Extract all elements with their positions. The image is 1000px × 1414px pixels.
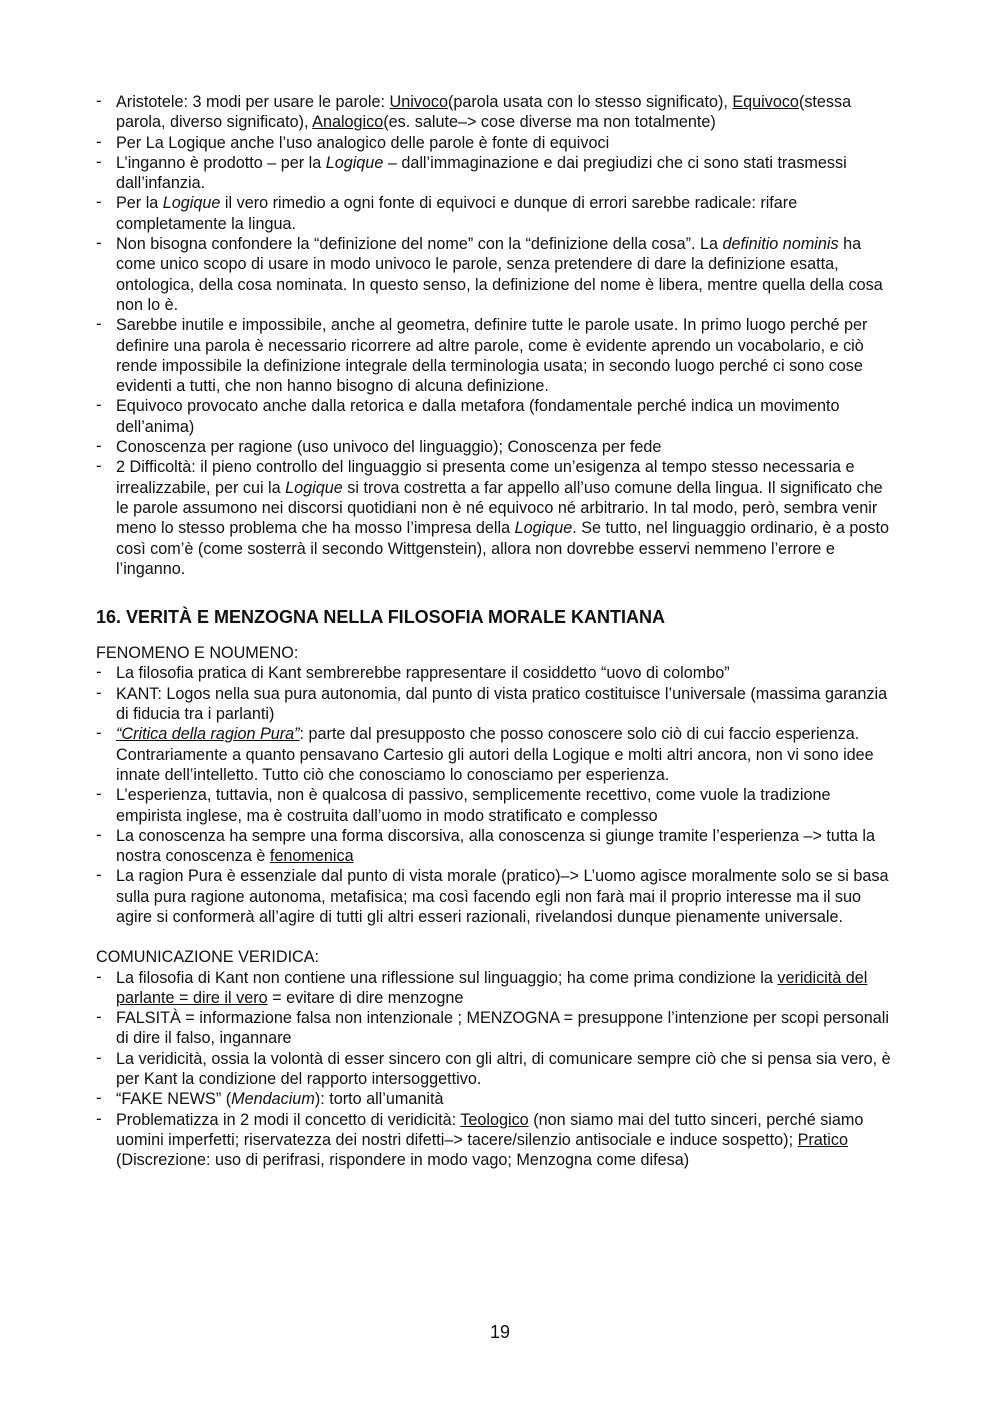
list-item xyxy=(96,193,896,234)
item-text: FALSITÀ = informazione falsa non intenzionale ; MENZOGNA = presuppone l’intenzione per scopi personali di dire il falso, ingannare xyxy=(116,1009,889,1048)
item-text: . Se tutto, nel linguaggio ordinario, è a posto così com’è (come sosterrà il secondo Wittgenstein), allora non dovrebbe esservi nemmeno l’errore e l’inganno. xyxy=(116,519,889,578)
item-text: (non siamo mai del tutto sinceri, perché siamo uomini imperfetti; riservatezza dei nostri difetti–> tacere/silenzio antisociale e induce sospetto); xyxy=(116,1110,864,1149)
list-item xyxy=(96,866,896,927)
subsection-title: COMUNICAZIONE VERIDICA: xyxy=(96,948,320,967)
list-item xyxy=(96,663,896,683)
list-item xyxy=(96,92,896,133)
item-text: 2 Difficoltà: il pieno controllo del linguaggio si presenta come un’esigenza al tempo stesso necessaria e irrealizzabile, per cui la xyxy=(116,458,855,497)
page-number: 19 xyxy=(489,1322,511,1342)
item-text: L’esperienza, tuttavia, non è qualcosa di passivo, semplicemente recettivo, come vuole la tradizione empirista inglese, ma è costruita dall’uomo in modo stratificato e complesso xyxy=(116,786,831,825)
italic-term: Logique xyxy=(325,153,384,172)
list-item xyxy=(96,1089,896,1109)
item-text: = evitare di dire menzogne xyxy=(267,988,464,1007)
item-text: (stessa parola, diverso significato), xyxy=(116,93,852,132)
item-text: – dall’immaginazione e dai pregiudizi che ci sono stati trasmessi dall’infanzia. xyxy=(116,153,847,193)
item-text: (es. salute–> cose diverse ma non totalmente) xyxy=(383,113,716,132)
underlined-term: Analogico xyxy=(312,113,384,132)
bullet-list-fenomeno xyxy=(96,663,896,927)
item-text: L’inganno è prodotto – per la xyxy=(116,153,326,172)
list-item xyxy=(96,785,896,826)
italic-underlined-title: “Critica della ragion Pura” xyxy=(116,725,300,744)
underlined-term: fenomenica xyxy=(269,847,354,866)
underlined-term: Equivoco xyxy=(732,93,799,111)
item-text: Sarebbe inutile e impossibile, anche al geometra, definire tutte le parole usate. In primo luogo perché per definire una parola è necessario ricorrere ad altre parole, come è evidente aprendo un vocabolario, e ciò rende impossibile la definizione integrale della terminologia usata; in secondo luogo perché ci sono cose evidenti a tutti, che non hanno bisogno di alcuna definizione. xyxy=(116,316,868,396)
underlined-term: Teologico xyxy=(460,1110,529,1129)
list-item xyxy=(96,457,896,579)
document-page xyxy=(96,92,896,1171)
item-text: KANT: Logos nella sua pura autonomia, dal punto di vista pratico costituisce l’universale (massima garanzia di fiducia tra i parlanti) xyxy=(116,684,888,724)
item-text: si trova costretta a far appello all’uso comune della lingua. Il significato che le parole assumono nei discorsi quotidiani non è né equivoco né arbitrario. In tal modo, però, sembra venir meno lo stesso problema che ha mosso l’impresa della xyxy=(116,478,883,538)
list-item xyxy=(96,1049,896,1090)
item-text: : parte dal presupposto che posso conoscere solo ciò di cui faccio esperienza. Contrariamente a quanto pensavano Cartesio gli autori della Logique e molti altri ancora, non vi sono idee innate dell’intelletto. Tutto ciò che conosciamo lo conosciamo per esperienza. xyxy=(116,725,874,784)
item-text: La ragion Pura è essenziale dal punto di vista morale (pratico)–> L’uomo agisce moralmente solo se si basa sulla pura ragione autonoma, metafisica; ma così facendo egli non farà mai il proprio interesse ma il suo agire si conformerà all’agire di tutti gli altri esseri razionali, rivelandosi dunque pienamente universale. xyxy=(116,867,889,926)
item-text: Non bisogna confondere la “definizione del nome” con la “definizione della cosa”. La xyxy=(116,235,723,254)
underlined-term: Pratico xyxy=(797,1130,848,1149)
list-item xyxy=(96,234,896,315)
bullet-list-comunicazione xyxy=(96,968,896,1171)
subsection-title: FENOMENO E NOUMENO: xyxy=(96,644,299,663)
item-text: Problematizza in 2 modi il concetto di veridicità: xyxy=(116,1110,461,1129)
list-item xyxy=(96,315,896,396)
list-item xyxy=(96,133,896,153)
italic-term: Mendacium xyxy=(231,1090,315,1109)
italic-term: Logique xyxy=(162,194,221,213)
item-text: Conoscenza per ragione (uso univoco del linguaggio); Conoscenza per fede xyxy=(116,438,662,457)
list-item xyxy=(96,1110,896,1171)
list-item xyxy=(96,437,896,457)
item-text: Aristotele: 3 modi per usare le parole: xyxy=(116,93,390,111)
item-text: ha come unico scopo di usare in modo univoco le parole, senza pretendere di dare la definizione esatta, ontologica, della cosa nominata. In questo senso, la definizione del nome è libera, mentre quella della cosa non lo è. xyxy=(116,235,883,314)
item-text: Per la xyxy=(116,194,163,213)
italic-term: definitio nominis xyxy=(722,235,839,254)
bullet-list-logique xyxy=(96,92,896,579)
underlined-term: Univoco xyxy=(389,93,449,111)
item-text: La filosofia di Kant non contiene una riflessione sul linguaggio; ha come prima condizione la xyxy=(116,968,778,987)
item-text: La filosofia pratica di Kant sembrerebbe rappresentare il cosiddetto “uovo di colombo” xyxy=(116,664,730,683)
item-text: Equivoco provocato anche dalla retorica e dalla metafora (fondamentale perché indica un movimento dell’anima) xyxy=(116,397,840,436)
list-item xyxy=(96,153,896,194)
item-text: La conoscenza ha sempre una forma discorsiva, alla conoscenza si giunge tramite l’esperienza –> tutta la nostra conoscenza è xyxy=(116,826,875,866)
list-item xyxy=(96,826,896,867)
item-text: (parola usata con lo stesso significato), xyxy=(448,93,733,111)
item-text: ): torto all’umanità xyxy=(314,1090,444,1109)
item-text: La veridicità, ossia la volontà di esser sincero con gli altri, di comunicare sempre ciò che si pensa sia vero, è per Kant la condizione del rapporto intersoggettivo. xyxy=(116,1049,891,1089)
item-text: Per La Logique anche l’uso analogico delle parole è fonte di equivoci xyxy=(116,133,610,152)
item-text: il vero rimedio a ogni fonte di equivoci e dunque di errori sarebbe radicale: rifare completamente la lingua. xyxy=(116,194,798,233)
section-heading: 16. VERITÀ E MENZOGNA NELLA FILOSOFIA MORALE KANTIANA xyxy=(96,607,666,628)
list-item xyxy=(96,684,896,725)
underlined-term: veridicità del parlante = dire il vero xyxy=(116,968,868,1007)
italic-term: Logique xyxy=(285,478,343,497)
list-item xyxy=(96,396,896,437)
item-text: (Discrezione: uso di perifrasi, rispondere in modo vago; Menzogna come difesa) xyxy=(116,1151,690,1170)
italic-term: Logique xyxy=(514,519,573,538)
list-item xyxy=(96,724,896,785)
list-item xyxy=(96,968,896,1009)
list-item xyxy=(96,1008,896,1049)
item-text: “FAKE NEWS” ( xyxy=(116,1090,232,1109)
